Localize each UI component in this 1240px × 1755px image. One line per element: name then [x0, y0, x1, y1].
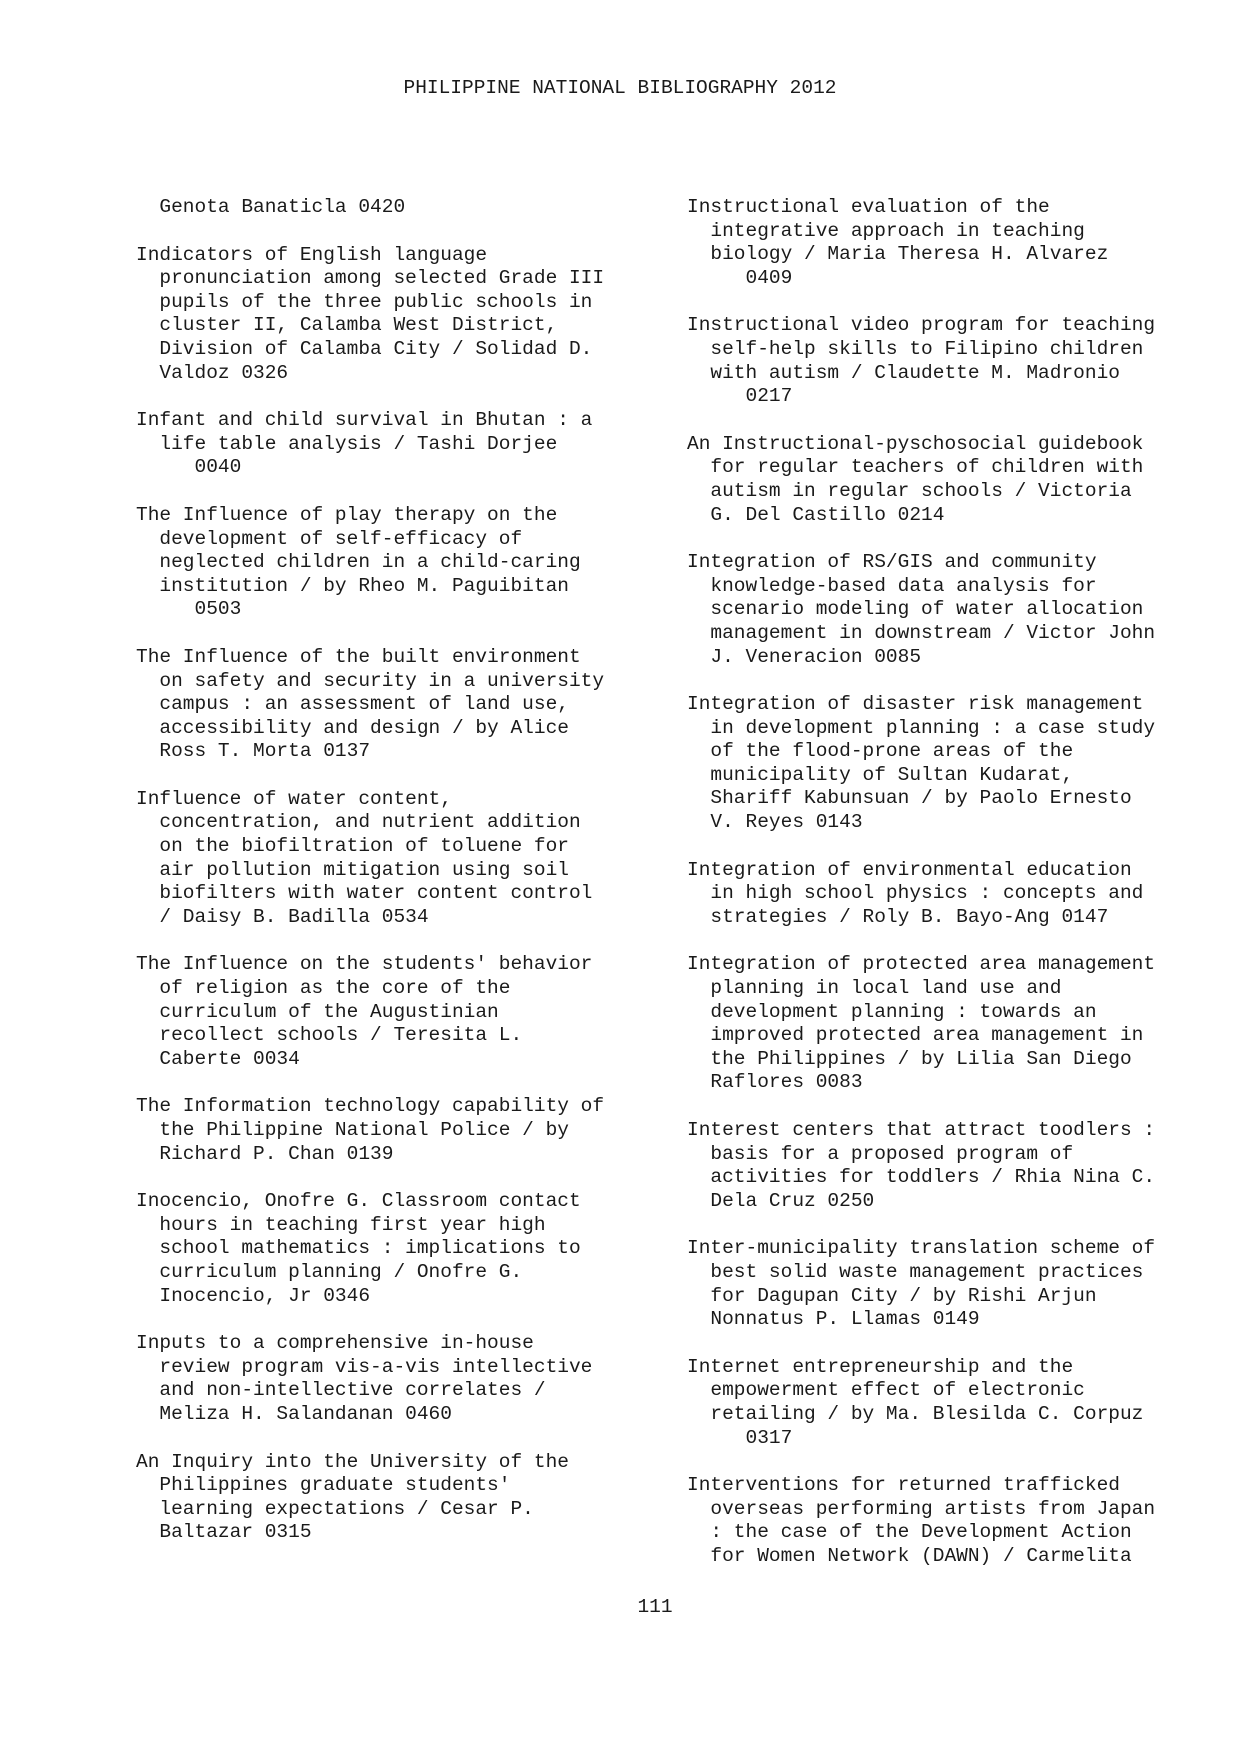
entry-line: pupils of the three public schools in: [136, 290, 593, 313]
entry-line: retailing / by Ma. Blesilda C. Corpuz: [687, 1402, 1144, 1425]
entry-line: Influence of water content,: [136, 787, 452, 810]
bibliography-entry: [136, 196, 656, 220]
entry-line: Genota Banaticla 0420: [136, 196, 406, 218]
entry-line: Integration of protected area management: [687, 953, 1156, 976]
bibliography-entry: [136, 953, 656, 1071]
entry-line: self-help skills to Filipino children: [687, 337, 1144, 360]
entry-line: V. Reyes 0143: [687, 811, 863, 834]
entry-line: autism in regular schools / Victoria: [687, 479, 1132, 502]
entry-line: biology / Maria Theresa H. Alvarez: [687, 243, 1109, 266]
entry-line: Inputs to a comprehensive in-house: [136, 1332, 534, 1355]
entry-line: development of self-efficacy of: [136, 527, 523, 550]
entry-line: for regular teachers of children with: [687, 456, 1144, 479]
bibliography-entry: [687, 433, 1217, 527]
bibliography-entry: [687, 693, 1217, 835]
entry-line: Philippines graduate students': [136, 1474, 511, 1497]
entry-line: pronunciation among selected Grade III: [136, 267, 605, 290]
entry-line: Inocencio, Jr 0346: [136, 1284, 371, 1307]
entry-line: Indicators of English language: [136, 243, 488, 266]
entry-line: on the biofiltration of toluene for: [136, 835, 569, 858]
entry-line: campus : an assessment of land use,: [136, 693, 569, 716]
entry-line: with autism / Claudette M. Madronio: [687, 361, 1120, 384]
entry-line: school mathematics : implications to: [136, 1237, 581, 1260]
entry-line: empowerment effect of electronic: [687, 1379, 1085, 1402]
entry-line: management in downstream / Victor John: [687, 621, 1156, 644]
entry-line: knowledge-based data analysis for: [687, 574, 1097, 597]
entry-line: strategies / Roly B. Bayo-Ang 0147: [687, 905, 1109, 928]
entry-line: Integration of RS/GIS and community: [687, 551, 1097, 574]
entry-line: Meliza H. Salandanan 0460: [136, 1402, 452, 1425]
entry-line: Dela Cruz 0250: [687, 1189, 875, 1212]
entry-line: : the case of the Development Action: [687, 1521, 1132, 1544]
entry-line: improved protected area management in: [687, 1024, 1144, 1047]
entry-line: institution / by Rheo M. Paguibitan: [136, 574, 569, 597]
bibliography-entry: [687, 551, 1217, 669]
left-column: [136, 196, 656, 1569]
entry-line: Richard P. Chan 0139: [136, 1142, 394, 1165]
bibliography-entry: [687, 314, 1217, 408]
entry-line: The Information technology capability of: [136, 1095, 605, 1118]
page-header: PHILIPPINE NATIONAL BIBLIOGRAPHY 2012: [403, 77, 837, 99]
bibliography-entry: [687, 953, 1217, 1095]
entry-line: 0217: [687, 385, 793, 408]
entry-line: development planning : towards an: [687, 1000, 1097, 1023]
entry-line: activities for toddlers / Rhia Nina C.: [687, 1166, 1156, 1189]
entry-line: planning in local land use and: [687, 977, 1062, 1000]
entry-line: recollect schools / Teresita L.: [136, 1024, 523, 1047]
entry-line: learning expectations / Cesar P.: [136, 1497, 534, 1520]
entry-line: Raflores 0083: [687, 1071, 863, 1094]
entry-line: 0409: [687, 266, 793, 289]
entry-line: Inter-municipality translation scheme of: [687, 1237, 1156, 1260]
entry-line: curriculum of the Augustinian: [136, 1000, 499, 1023]
entry-line: municipality of Sultan Kudarat,: [687, 763, 1074, 786]
entry-line: Inocencio, Onofre G. Classroom contact: [136, 1190, 581, 1213]
entry-line: neglected children in a child-caring: [136, 551, 581, 574]
bibliography-entry: [136, 244, 656, 386]
entry-line: integrative approach in teaching: [687, 219, 1085, 242]
entry-line: Shariff Kabunsuan / by Paolo Ernesto: [687, 787, 1132, 810]
entry-line: The Influence of the built environment: [136, 645, 581, 668]
entry-line: the Philippine National Police / by: [136, 1119, 569, 1141]
entry-line: of the flood-prone areas of the: [687, 740, 1074, 763]
bibliography-entry: [687, 859, 1217, 930]
entry-line: on safety and security in a university: [136, 669, 605, 692]
entry-line: cluster II, Calamba West District,: [136, 314, 558, 337]
entry-line: Infant and child survival in Bhutan : a: [136, 409, 593, 432]
entry-line: Caberte 0034: [136, 1047, 300, 1070]
bibliography-entry: [136, 1095, 656, 1166]
entry-line: Valdoz 0326: [136, 361, 289, 384]
entry-line: of religion as the core of the: [136, 977, 511, 1000]
bibliography-entry: [687, 1474, 1217, 1568]
entry-line: best solid waste management practices: [687, 1260, 1144, 1283]
bibliography-entry: [136, 1332, 656, 1426]
bibliography-entry: [687, 1237, 1217, 1331]
entry-line: Nonnatus P. Llamas 0149: [687, 1308, 980, 1331]
entry-line: in high school physics : concepts and: [687, 882, 1144, 905]
entry-line: Interventions for returned trafficked: [687, 1474, 1120, 1497]
entry-line: J. Veneracion 0085: [687, 645, 922, 668]
entry-line: and non-intellective correlates /: [136, 1379, 546, 1402]
entry-line: G. Del Castillo 0214: [687, 503, 945, 526]
entry-line: The Influence of play therapy on the: [136, 503, 558, 526]
entry-line: biofilters with water content control: [136, 882, 593, 905]
bibliography-entry: [136, 788, 656, 930]
entry-line: accessibility and design / by Alice: [136, 716, 569, 739]
entry-line: for Women Network (DAWN) / Carmelita: [687, 1544, 1132, 1567]
entry-line: 0503: [136, 598, 242, 621]
entry-line: An Instructional-pyschosocial guidebook: [687, 432, 1144, 455]
entry-line: An Inquiry into the University of the: [136, 1450, 569, 1473]
bibliography-entry: [687, 196, 1217, 290]
bibliography-entry: [687, 1356, 1217, 1450]
entry-line: in development planning : a case study: [687, 716, 1156, 739]
page-number: 111: [637, 1596, 673, 1618]
entry-line: curriculum planning / Onofre G.: [136, 1260, 523, 1283]
entry-line: Interest centers that attract toodlers :: [687, 1119, 1156, 1141]
bibliography-entry: [687, 1119, 1217, 1213]
entry-line: Internet entrepreneurship and the: [687, 1355, 1074, 1378]
entry-line: scenario modeling of water allocation: [687, 598, 1144, 621]
entry-line: overseas performing artists from Japan: [687, 1497, 1156, 1520]
entry-line: Baltazar 0315: [136, 1521, 312, 1544]
bibliography-entry: [136, 1451, 656, 1545]
entry-line: Integration of disaster risk management: [687, 693, 1144, 716]
bibliography-entry: [136, 1190, 656, 1308]
entry-line: the Philippines / by Lilia San Diego: [687, 1047, 1132, 1070]
entry-line: Instructional video program for teaching: [687, 314, 1156, 337]
bibliography-entry: [136, 646, 656, 764]
entry-line: air pollution mitigation using soil: [136, 858, 569, 881]
bibliography-entry: [136, 504, 656, 622]
entry-line: Instructional evaluation of the: [687, 196, 1050, 218]
entry-line: Ross T. Morta 0137: [136, 740, 371, 763]
entry-line: life table analysis / Tashi Dorjee: [136, 432, 558, 455]
bibliography-entry: [136, 409, 656, 480]
entry-line: hours in teaching first year high: [136, 1213, 546, 1236]
entry-line: Division of Calamba City / Solidad D.: [136, 337, 593, 360]
entry-line: 0040: [136, 456, 242, 479]
entry-line: concentration, and nutrient addition: [136, 811, 581, 834]
entry-line: review program vis-a-vis intellective: [136, 1355, 593, 1378]
entry-line: / Daisy B. Badilla 0534: [136, 905, 429, 928]
entry-line: Integration of environmental education: [687, 858, 1132, 881]
entry-line: 0317: [687, 1426, 793, 1449]
entry-line: basis for a proposed program of: [687, 1142, 1074, 1165]
right-column: [687, 196, 1217, 1593]
entry-line: The Influence on the students' behavior: [136, 953, 593, 976]
entry-line: for Dagupan City / by Rishi Arjun: [687, 1284, 1097, 1307]
